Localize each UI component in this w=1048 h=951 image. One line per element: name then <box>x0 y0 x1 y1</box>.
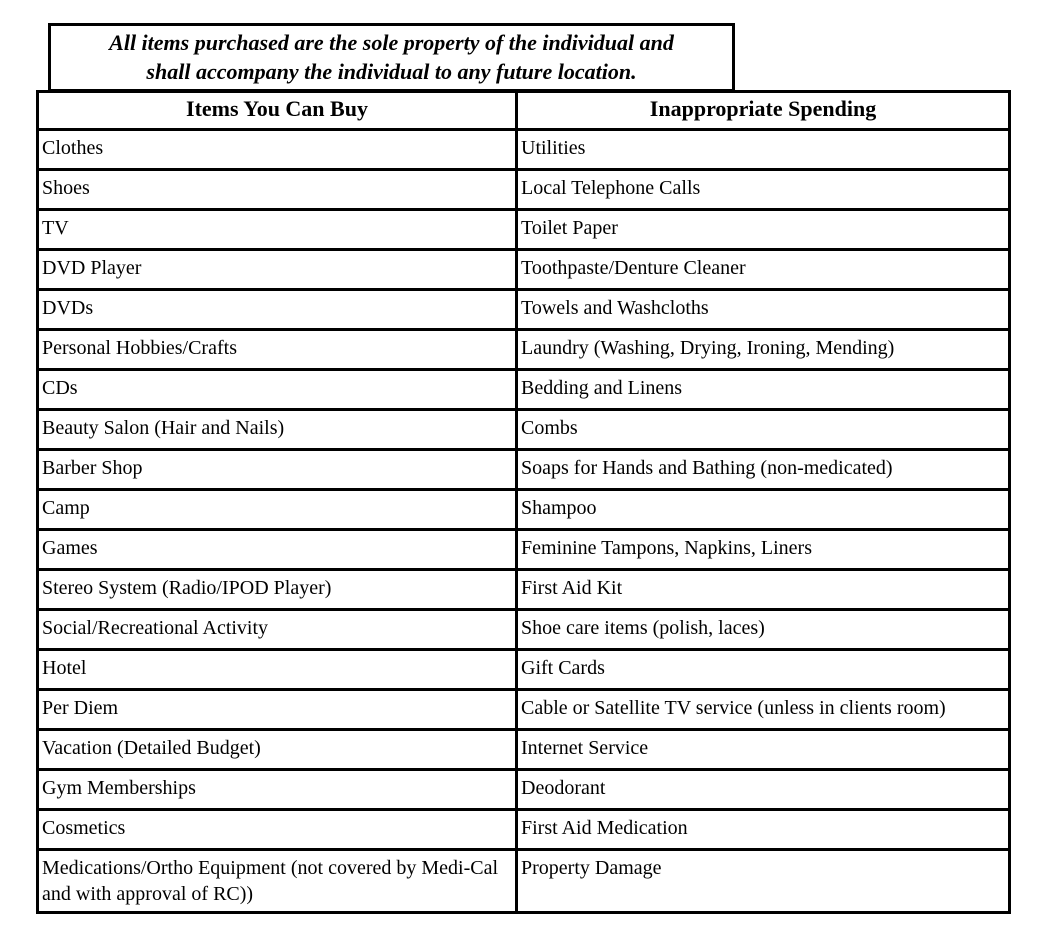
inappropriate-item-cell: Gift Cards <box>517 650 1010 690</box>
inappropriate-item-cell: Toilet Paper <box>517 210 1010 250</box>
table-row <box>38 290 1010 330</box>
table-body <box>38 130 1010 913</box>
inappropriate-item-cell: First Aid Medication <box>517 810 1010 850</box>
table-header-row <box>38 92 1010 130</box>
column-header-inappropriate-spending: Inappropriate Spending <box>517 92 1010 130</box>
buy-item-cell: Barber Shop <box>38 450 517 490</box>
table-row <box>38 490 1010 530</box>
inappropriate-item-cell: Property Damage <box>517 850 1010 913</box>
spending-table <box>36 90 1011 914</box>
property-notice <box>48 23 735 92</box>
inappropriate-item-cell: Bedding and Linens <box>517 370 1010 410</box>
buy-item-cell: CDs <box>38 370 517 410</box>
buy-item-cell: DVDs <box>38 290 517 330</box>
buy-item-cell: Clothes <box>38 130 517 170</box>
inappropriate-item-cell: Shoe care items (polish, laces) <box>517 610 1010 650</box>
table-row <box>38 850 1010 913</box>
inappropriate-item-cell: Cable or Satellite TV service (unless in clients room) <box>517 690 1010 730</box>
buy-item-cell: Hotel <box>38 650 517 690</box>
inappropriate-item-cell: Utilities <box>517 130 1010 170</box>
inappropriate-item-cell: Laundry (Washing, Drying, Ironing, Mending) <box>517 330 1010 370</box>
table-row <box>38 170 1010 210</box>
buy-item-cell: Medications/Ortho Equipment (not covered by Medi-Cal and with approval of RC)) <box>38 850 517 913</box>
table-row <box>38 730 1010 770</box>
buy-item-cell: Beauty Salon (Hair and Nails) <box>38 410 517 450</box>
buy-item-cell: Camp <box>38 490 517 530</box>
inappropriate-item-cell: Towels and Washcloths <box>517 290 1010 330</box>
column-header-items-you-can-buy: Items You Can Buy <box>38 92 517 130</box>
buy-item-cell: Vacation (Detailed Budget) <box>38 730 517 770</box>
buy-item-cell: Cosmetics <box>38 810 517 850</box>
table-row <box>38 690 1010 730</box>
table-row <box>38 210 1010 250</box>
buy-item-cell: Social/Recreational Activity <box>38 610 517 650</box>
inappropriate-item-cell: Toothpaste/Denture Cleaner <box>517 250 1010 290</box>
notice-line-2: shall accompany the individual to any future location. <box>146 59 637 84</box>
table-row <box>38 250 1010 290</box>
buy-item-cell: Personal Hobbies/Crafts <box>38 330 517 370</box>
table-row <box>38 410 1010 450</box>
buy-item-cell: Per Diem <box>38 690 517 730</box>
table-row <box>38 610 1010 650</box>
table-row <box>38 530 1010 570</box>
table-row <box>38 450 1010 490</box>
buy-item-cell: Stereo System (Radio/IPOD Player) <box>38 570 517 610</box>
buy-item-cell: Gym Memberships <box>38 770 517 810</box>
inappropriate-item-cell: First Aid Kit <box>517 570 1010 610</box>
inappropriate-item-cell: Internet Service <box>517 730 1010 770</box>
buy-item-cell: TV <box>38 210 517 250</box>
buy-item-cell: DVD Player <box>38 250 517 290</box>
inappropriate-item-cell: Combs <box>517 410 1010 450</box>
table-row <box>38 810 1010 850</box>
buy-item-cell: Games <box>38 530 517 570</box>
buy-item-cell: Shoes <box>38 170 517 210</box>
inappropriate-item-cell: Feminine Tampons, Napkins, Liners <box>517 530 1010 570</box>
notice-line-1: All items purchased are the sole property of the individual and <box>109 30 674 55</box>
table-row <box>38 330 1010 370</box>
table-row <box>38 570 1010 610</box>
inappropriate-item-cell: Deodorant <box>517 770 1010 810</box>
table-row <box>38 650 1010 690</box>
inappropriate-item-cell: Shampoo <box>517 490 1010 530</box>
table-row <box>38 770 1010 810</box>
inappropriate-item-cell: Local Telephone Calls <box>517 170 1010 210</box>
table-row <box>38 370 1010 410</box>
table-row <box>38 130 1010 170</box>
inappropriate-item-cell: Soaps for Hands and Bathing (non-medicated) <box>517 450 1010 490</box>
